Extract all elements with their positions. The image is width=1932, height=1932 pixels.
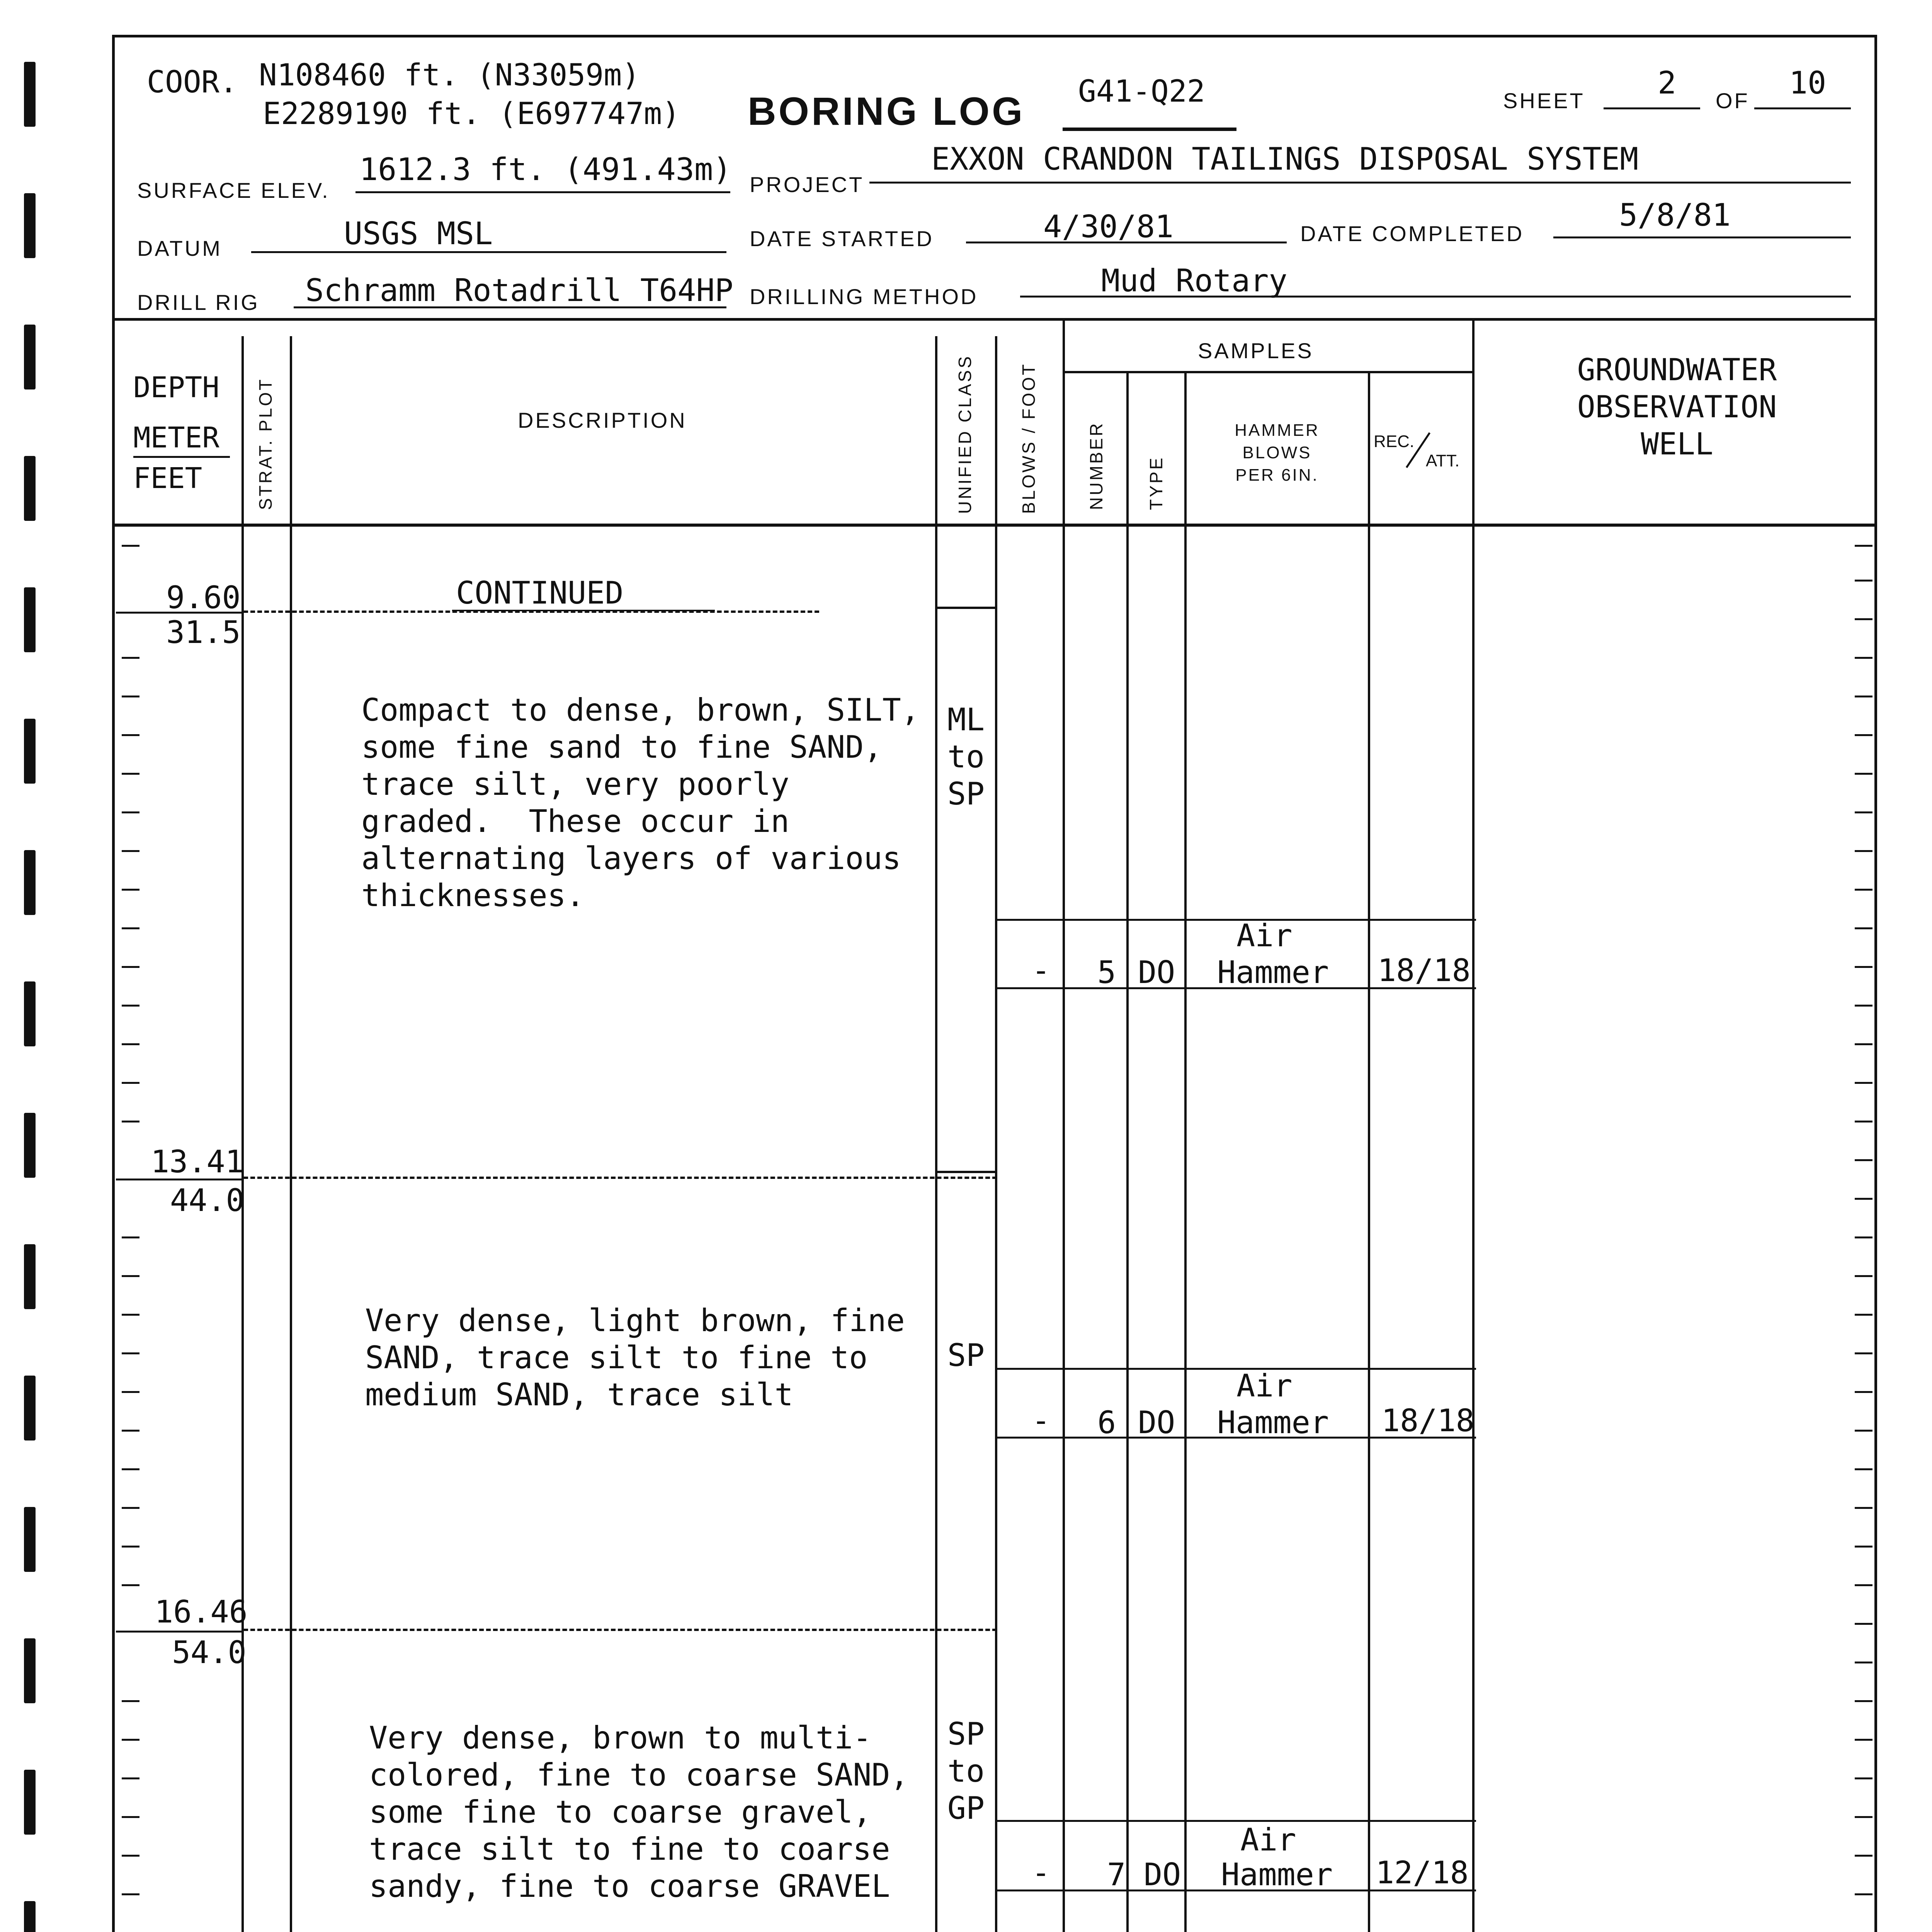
tick [1855, 1352, 1872, 1354]
sample-6-hammer-line1: Air [1236, 1368, 1293, 1404]
drill-rig-label: DRILL RIG [137, 290, 260, 315]
col-divider-blows [1063, 321, 1065, 1932]
depth-meter-3: 16.46 [155, 1594, 248, 1630]
col-divider-rec [1472, 321, 1475, 1932]
class-boundary-2 [937, 1171, 997, 1173]
tick [122, 1352, 139, 1354]
boring-id-underline [1063, 128, 1236, 131]
depth-meter-2: 13.41 [151, 1144, 244, 1180]
sheet-label: SHEET [1503, 88, 1585, 113]
tick [1855, 1700, 1872, 1702]
tick [122, 696, 139, 697]
tick [122, 1584, 139, 1586]
tick [1855, 1314, 1872, 1316]
tick [1855, 696, 1872, 697]
column-header-divider [112, 524, 1877, 527]
sample-6-type: DO [1138, 1405, 1175, 1440]
tick [1855, 734, 1872, 736]
sample-7-recovery: 12/18 [1376, 1855, 1469, 1891]
att-header: ATT. [1426, 451, 1460, 470]
tick [122, 1430, 139, 1432]
depth-divider-3 [116, 1631, 243, 1633]
tick [1855, 1623, 1872, 1625]
tick [1855, 1005, 1872, 1007]
gw-header-line2: OBSERVATION [1577, 390, 1777, 425]
col-divider-depth [242, 336, 244, 1932]
tick [1855, 773, 1872, 775]
datum-value: USGS MSL [344, 216, 493, 252]
col-divider-class [995, 336, 997, 1932]
samples-header: SAMPLES [1198, 338, 1314, 363]
tick [1855, 1855, 1872, 1857]
tick [1855, 1275, 1872, 1277]
tick [1855, 850, 1872, 852]
tick [1855, 1662, 1872, 1663]
col-divider-description [935, 336, 937, 1932]
class-boundary-1 [937, 607, 997, 609]
date-started-underline [966, 242, 1287, 243]
col-divider-hammer [1368, 371, 1370, 1932]
depth-header: DEPTH [133, 371, 219, 404]
depth-meter-1: 9.60 [166, 580, 241, 616]
binder-hole [24, 1770, 36, 1835]
tick [1855, 1236, 1872, 1238]
binder-hole [24, 719, 36, 784]
tick [1855, 580, 1872, 582]
tick [1855, 618, 1872, 620]
surface-elev-value: 1612.3 ft. (491.43m) [359, 151, 732, 187]
sample-7-blows: - [1032, 1855, 1051, 1891]
groundwater-header [1480, 352, 1874, 463]
project-value: EXXON CRANDON TAILINGS DISPOSAL SYSTEM [931, 141, 1639, 177]
meter-header: METER [133, 421, 219, 454]
tick [122, 1816, 139, 1818]
tick [1855, 1893, 1872, 1895]
boring-id: G41-Q22 [1078, 74, 1205, 109]
sample-5-blows: - [1032, 952, 1051, 988]
date-started-label: DATE STARTED [750, 226, 934, 251]
gw-header-line3: WELL [1641, 427, 1713, 462]
tick [1855, 1816, 1872, 1818]
depth-feet-2: 44.0 [170, 1182, 245, 1218]
tick [122, 657, 139, 659]
tick [1855, 1391, 1872, 1393]
tick [122, 889, 139, 891]
tick [1855, 657, 1872, 659]
tick [122, 1005, 139, 1007]
meter-feet-divider [133, 456, 230, 458]
layer-description-3: Very dense, brown to multi- colored, fine to coarse SAND, some fine to coarse gravel, trace silt to fine to coarse sandy, fine to coarse GRAVEL [369, 1720, 909, 1904]
tick [122, 1121, 139, 1122]
layer-class-2: SP [947, 1337, 985, 1373]
surface-elev-label: SURFACE ELEV. [137, 178, 330, 202]
depth-divider-2 [116, 1179, 243, 1180]
coor-north: N108460 ft. (N33059m) [259, 58, 640, 93]
binder-hole [24, 456, 36, 521]
coor-east: E2289190 ft. (E697747m) [263, 97, 680, 131]
gw-header-line1: GROUNDWATER [1577, 353, 1777, 388]
sample-7-top [997, 1820, 1476, 1822]
sample-6-hammer-line2: Hammer [1217, 1405, 1329, 1440]
tick [122, 1893, 139, 1895]
sheet-total-underline [1754, 107, 1851, 109]
col-divider-strat [290, 336, 292, 1932]
binder-hole [24, 1638, 36, 1703]
drill-rig-underline [294, 306, 726, 308]
layer-class-3: SP to GP [947, 1716, 985, 1826]
tick [1855, 1159, 1872, 1161]
date-started-value: 4/30/81 [1043, 209, 1174, 245]
sheet-total: 10 [1789, 65, 1827, 101]
tick [122, 1314, 139, 1316]
sample-6-blows: - [1032, 1403, 1051, 1439]
drilling-method-value: Mud Rotary [1101, 263, 1287, 299]
binder-hole [24, 850, 36, 915]
tick [122, 734, 139, 736]
unified-class-header: UNIFIED CLASS [955, 354, 975, 514]
layer-class-1: ML to SP [947, 702, 985, 812]
tick [1855, 1739, 1872, 1741]
binder-hole [24, 587, 36, 652]
sheet-underline [1604, 107, 1700, 109]
sample-6-number: 6 [1097, 1405, 1116, 1440]
tick [122, 1082, 139, 1084]
tick [1855, 1546, 1872, 1548]
tick [122, 1855, 139, 1857]
tick [122, 1236, 139, 1238]
type-header: TYPE [1146, 456, 1166, 510]
binder-hole [24, 62, 36, 127]
tick [1855, 1584, 1872, 1586]
tick [122, 1777, 139, 1779]
binder-hole [24, 1901, 36, 1932]
sample-5-hammer-line2: Hammer [1217, 954, 1329, 990]
tick [1855, 1777, 1872, 1779]
col-divider-type [1184, 371, 1187, 1932]
hammer-header-line3: PER 6IN. [1235, 466, 1319, 485]
depth-divider-1 [116, 612, 243, 614]
description-header: DESCRIPTION [518, 408, 687, 432]
tick [1855, 1507, 1872, 1509]
tick [122, 811, 139, 813]
sample-7-hammer-line2: Hammer [1221, 1857, 1333, 1893]
tick [122, 1275, 139, 1277]
drill-rig-value: Schramm Rotadrill T64HP [305, 272, 733, 308]
continued-top: CONTINUED [456, 575, 624, 611]
layer-description-1: Compact to dense, brown, SILT, some fine sand to fine SAND, trace silt, very poorly graded. These occur in alternating layers of various thicknesses. [361, 692, 920, 913]
tick [122, 850, 139, 852]
tick [122, 1739, 139, 1741]
sample-5-hammer-line1: Air [1236, 918, 1293, 954]
boundary-line-3 [243, 1629, 997, 1631]
blows-foot-header: BLOWS / FOOT [1019, 362, 1039, 514]
sample-7-type: DO [1144, 1857, 1181, 1893]
continued-top-underline [452, 610, 715, 611]
number-header: NUMBER [1086, 421, 1106, 510]
tick [122, 927, 139, 929]
tick [1855, 1121, 1872, 1122]
sample-5-number: 5 [1097, 954, 1116, 990]
tick [122, 1043, 139, 1045]
date-completed-underline [1553, 236, 1851, 238]
depth-feet-3: 54.0 [172, 1634, 247, 1670]
feet-header: FEET [133, 462, 202, 495]
tick [1855, 811, 1872, 813]
project-label: PROJECT [750, 172, 864, 197]
hammer-header-line1: HAMMER [1235, 421, 1320, 440]
binder-hole [24, 1113, 36, 1178]
sheet-number: 2 [1658, 65, 1677, 101]
col-divider-number [1126, 371, 1129, 1932]
hammer-header-line2: BLOWS [1242, 443, 1312, 462]
sample-7-hammer-line1: Air [1240, 1822, 1296, 1858]
tick [1855, 1082, 1872, 1084]
coor-label: COOR. [147, 65, 238, 100]
tick [122, 773, 139, 775]
sample-7-number: 7 [1107, 1857, 1126, 1893]
binder-hole [24, 1376, 36, 1440]
tick [1855, 1043, 1872, 1045]
depth-feet-1: 31.5 [166, 614, 241, 650]
tick [1855, 1468, 1872, 1470]
strat-plot-header: STRAT. PLOT [255, 378, 276, 510]
drilling-method-label: DRILLING METHOD [750, 284, 978, 309]
tick [1855, 889, 1872, 891]
binder-hole [24, 1507, 36, 1572]
date-completed-label: DATE COMPLETED [1300, 221, 1524, 246]
drilling-method-underline [1020, 296, 1851, 298]
tick [122, 966, 139, 968]
tick [122, 1468, 139, 1470]
tick [122, 1391, 139, 1393]
page-title: BORING LOG [748, 89, 1025, 133]
tick [122, 1507, 139, 1509]
tick [1855, 1198, 1872, 1200]
rec-header: REC. [1374, 432, 1415, 451]
layer-description-2: Very dense, light brown, fine SAND, trace silt to fine to medium SAND, trace silt [365, 1303, 905, 1413]
datum-label: DATUM [137, 236, 222, 260]
surface-elev-underline [355, 191, 730, 193]
sample-5-type: DO [1138, 954, 1175, 990]
sample-6-recovery: 18/18 [1381, 1403, 1475, 1439]
binder-hole [24, 1244, 36, 1309]
binder-hole [24, 193, 36, 258]
samples-header-divider [1063, 371, 1472, 373]
hammer-blows-header [1188, 419, 1366, 486]
datum-underline [251, 251, 726, 253]
project-underline [869, 182, 1851, 184]
tick [1855, 545, 1872, 547]
tick [122, 1546, 139, 1548]
tick [122, 545, 139, 547]
binder-hole [24, 981, 36, 1046]
of-label: OF [1716, 88, 1750, 113]
boundary-line-2 [243, 1177, 997, 1179]
table-frame [112, 318, 1877, 1932]
date-completed-value: 5/8/81 [1619, 197, 1731, 233]
sample-5-recovery: 18/18 [1378, 952, 1471, 988]
binder-hole [24, 325, 36, 389]
tick [122, 1700, 139, 1702]
tick [1855, 927, 1872, 929]
tick [1855, 966, 1872, 968]
tick [1855, 1430, 1872, 1432]
